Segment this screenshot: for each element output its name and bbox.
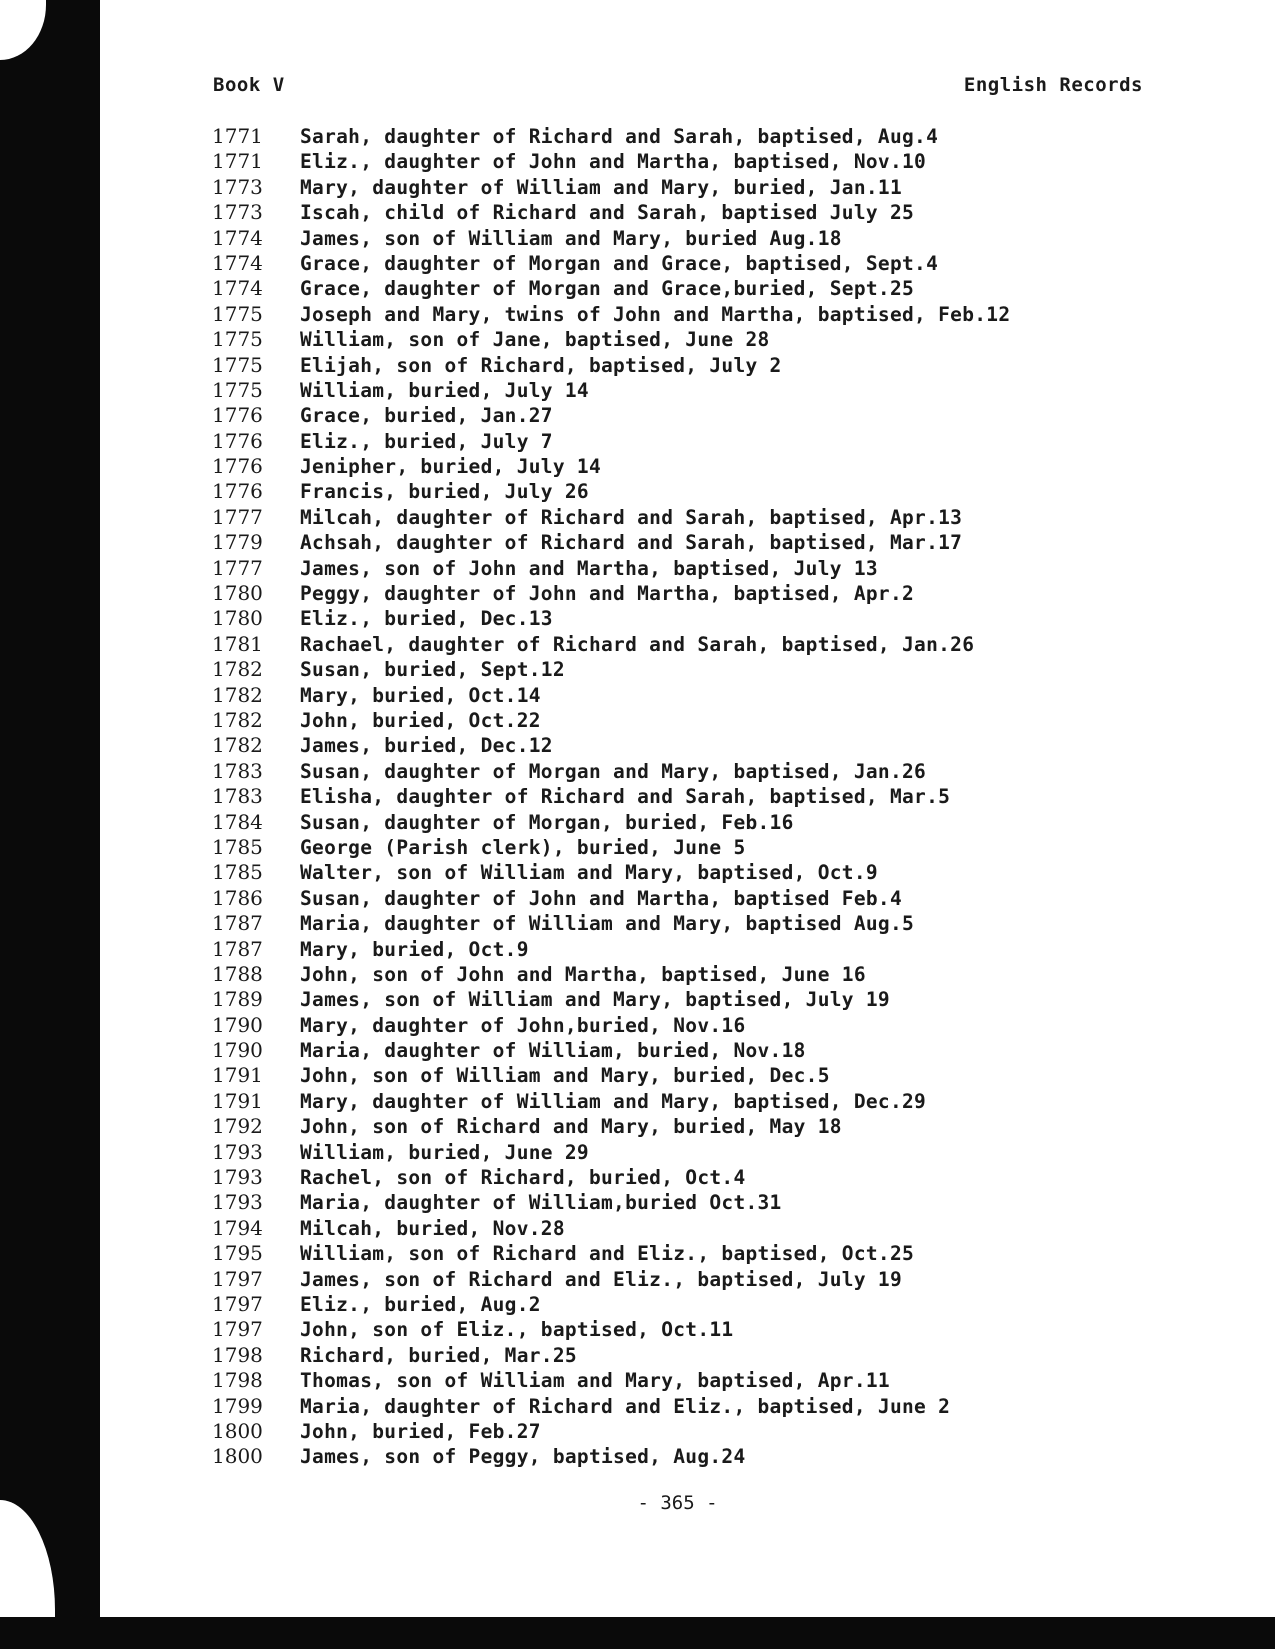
record-row [212,937,1172,962]
record-row [212,454,1172,479]
record-row [212,835,1172,860]
record-entry: George (Parish clerk), buried, June 5 [300,835,746,859]
record-row [212,1343,1172,1368]
record-entry: James, son of Richard and Eliz., baptised, July 19 [300,1267,902,1291]
record-row [212,784,1172,809]
record-row [212,987,1172,1012]
record-entry: John, son of Richard and Mary, buried, May 18 [300,1115,842,1139]
record-entry: John, son of Eliz., baptised, Oct.11 [300,1318,734,1342]
record-entry: Susan, daughter of Morgan, buried, Feb.16 [300,810,794,834]
record-row [212,606,1172,631]
record-entry: Peggy, daughter of John and Martha, baptised, Apr.2 [300,582,915,606]
record-entry: Mary, buried, Oct.9 [300,937,529,961]
record-row [212,1444,1172,1469]
record-row [212,1368,1172,1393]
record-year: 1793 [212,1190,263,1215]
record-row [212,479,1172,504]
record-year: 1794 [212,1215,263,1240]
record-year: 1797 [212,1291,263,1316]
record-year: 1782 [212,682,263,707]
record-entry: Susan, daughter of John and Martha, baptised Feb.4 [300,886,902,910]
record-entry: John, son of John and Martha, baptised, June 16 [300,962,866,986]
record-year: 1780 [212,581,263,606]
record-entry: Iscah, child of Richard and Sarah, baptised July 25 [300,201,915,225]
record-entry: Rachel, son of Richard, buried, Oct.4 [300,1166,746,1190]
scan-shadow-bottom [0,1617,1275,1649]
record-row [212,581,1172,606]
record-year: 1787 [212,911,263,936]
record-year: 1789 [212,987,263,1012]
record-year: 1790 [212,1012,263,1037]
record-row [212,530,1172,555]
record-entry: Mary, daughter of William and Mary, buried, Jan.11 [300,175,902,199]
record-year: 1793 [212,1165,263,1190]
record-year: 1795 [212,1241,263,1266]
record-entry: Maria, daughter of Richard and Eliz., baptised, June 2 [300,1394,951,1418]
record-row [212,200,1172,225]
record-year: 1776 [212,428,263,453]
record-row [212,175,1172,200]
record-year: 1783 [212,784,263,809]
record-year: 1782 [212,733,263,758]
record-entry: William, buried, June 29 [300,1140,589,1164]
record-year: 1783 [212,758,263,783]
record-year: 1782 [212,707,263,732]
record-row [212,886,1172,911]
section-title: English Records [963,74,1143,96]
record-entry: Mary, daughter of John,buried, Nov.16 [300,1013,746,1037]
record-entry: James, son of William and Mary, buried Aug.18 [300,226,842,250]
record-year: 1775 [212,352,263,377]
record-row [212,378,1172,403]
record-row [212,1165,1172,1190]
record-entry: Susan, buried, Sept.12 [300,658,565,682]
record-row [212,911,1172,936]
record-year: 1797 [212,1266,263,1291]
record-row [212,302,1172,327]
record-row [212,1292,1172,1317]
record-row [212,1114,1172,1139]
record-entry: Elijah, son of Richard, baptised, July 2 [300,353,782,377]
record-row [212,1394,1172,1419]
record-entry: William, son of Richard and Eliz., baptised, Oct.25 [300,1242,915,1266]
record-row [212,1063,1172,1088]
record-row [212,353,1172,378]
record-entry: Maria, daughter of William,buried Oct.31 [300,1191,782,1215]
record-row [212,505,1172,530]
record-entry: Sarah, daughter of Richard and Sarah, baptised, Aug.4 [300,125,939,148]
record-row [212,1038,1172,1063]
record-row [212,1317,1172,1342]
record-entry: John, buried, Oct.22 [300,708,541,732]
record-year: 1799 [212,1393,263,1418]
record-entry: James, son of John and Martha, baptised, July 13 [300,556,878,580]
record-row [212,733,1172,758]
record-year: 1792 [212,1114,263,1139]
record-year: 1779 [212,530,263,555]
record-row [212,251,1172,276]
record-year: 1791 [212,1063,263,1088]
record-year: 1771 [212,149,263,174]
record-entry: Susan, daughter of Morgan and Mary, baptised, Jan.26 [300,759,927,783]
record-entry: Elisha, daughter of Richard and Sarah, baptised, Mar.5 [300,785,951,809]
record-entry: William, buried, July 14 [300,378,589,402]
record-entry: Jenipher, buried, July 14 [300,455,601,479]
record-year: 1776 [212,479,263,504]
record-year: 1774 [212,250,263,275]
record-row [212,1140,1172,1165]
record-year: 1775 [212,327,263,352]
record-year: 1785 [212,834,263,859]
record-year: 1774 [212,276,263,301]
record-entry: Joseph and Mary, twins of John and Martha, baptised, Feb.12 [300,302,1011,326]
record-entry: Grace, daughter of Morgan and Grace, baptised, Sept.4 [300,251,939,275]
record-row [212,683,1172,708]
record-entry: Milcah, buried, Nov.28 [300,1216,565,1240]
record-row [212,1190,1172,1215]
record-year: 1771 [212,124,263,148]
record-row [212,1267,1172,1292]
record-row [212,1216,1172,1241]
record-entry: Walter, son of William and Mary, baptised, Oct.9 [300,861,878,885]
record-year: 1776 [212,403,263,428]
record-year: 1780 [212,606,263,631]
record-year: 1781 [212,631,263,656]
record-row [212,810,1172,835]
record-entry: James, son of William and Mary, baptised, July 19 [300,988,890,1012]
record-year: 1775 [212,377,263,402]
record-year: 1787 [212,936,263,961]
record-year: 1773 [212,174,263,199]
record-year: 1798 [212,1368,263,1393]
book-label: Book V [213,74,285,96]
record-entry: Achsah, daughter of Richard and Sarah, baptised, Mar.17 [300,531,963,555]
record-entry: Eliz., buried, July 7 [300,429,553,453]
record-row [212,1013,1172,1038]
record-entry: Eliz., buried, Aug.2 [300,1292,541,1316]
record-entry: Richard, buried, Mar.25 [300,1343,577,1367]
record-row [212,124,1172,149]
record-row [212,657,1172,682]
record-year: 1788 [212,961,263,986]
record-entry: William, son of Jane, baptised, June 28 [300,328,770,352]
record-entry: Francis, buried, July 26 [300,480,589,504]
record-entry: Eliz., daughter of John and Martha, baptised, Nov.10 [300,150,927,174]
page-number: - 365 - [637,1492,718,1514]
record-entry: James, buried, Dec.12 [300,734,553,758]
record-entry: John, buried, Feb.27 [300,1419,541,1443]
record-year: 1774 [212,225,263,250]
record-row [212,429,1172,454]
record-entry: Maria, daughter of William, buried, Nov.18 [300,1039,806,1063]
record-entry: Thomas, son of William and Mary, baptised, Apr.11 [300,1369,890,1393]
record-year: 1784 [212,809,263,834]
scan-shadow-left [0,0,100,1649]
record-row [212,860,1172,885]
record-year: 1793 [212,1139,263,1164]
record-year: 1797 [212,1317,263,1342]
record-year: 1782 [212,657,263,682]
record-entry: Rachael, daughter of Richard and Sarah, baptised, Jan.26 [300,632,975,656]
record-year: 1775 [212,301,263,326]
record-year: 1800 [212,1418,263,1443]
record-entry: Grace, daughter of Morgan and Grace,buried, Sept.25 [300,277,915,301]
record-year: 1800 [212,1444,263,1469]
record-list [212,124,1172,1470]
record-year: 1786 [212,885,263,910]
record-row [212,1419,1172,1444]
record-year: 1790 [212,1038,263,1063]
record-row [212,276,1172,301]
record-row [212,149,1172,174]
record-year: 1798 [212,1342,263,1367]
record-year: 1791 [212,1088,263,1113]
record-entry: Mary, daughter of William and Mary, baptised, Dec.29 [300,1089,927,1113]
record-row [212,962,1172,987]
record-entry: Milcah, daughter of Richard and Sarah, baptised, Apr.13 [300,505,963,529]
record-entry: James, son of Peggy, baptised, Aug.24 [300,1445,746,1469]
record-row [212,403,1172,428]
record-year: 1773 [212,200,263,225]
record-entry: Maria, daughter of William and Mary, baptised Aug.5 [300,912,915,936]
record-entry: Eliz., buried, Dec.13 [300,607,553,631]
record-row [212,708,1172,733]
record-entry: Mary, buried, Oct.14 [300,683,541,707]
record-year: 1777 [212,555,263,580]
record-entry: John, son of William and Mary, buried, Dec.5 [300,1064,830,1088]
record-row [212,632,1172,657]
record-row [212,1241,1172,1266]
record-row [212,327,1172,352]
record-year: 1777 [212,504,263,529]
record-entry: Grace, buried, Jan.27 [300,404,553,428]
record-year: 1776 [212,454,263,479]
record-row [212,1089,1172,1114]
record-row [212,226,1172,251]
record-row [212,759,1172,784]
record-year: 1785 [212,860,263,885]
record-row [212,556,1172,581]
